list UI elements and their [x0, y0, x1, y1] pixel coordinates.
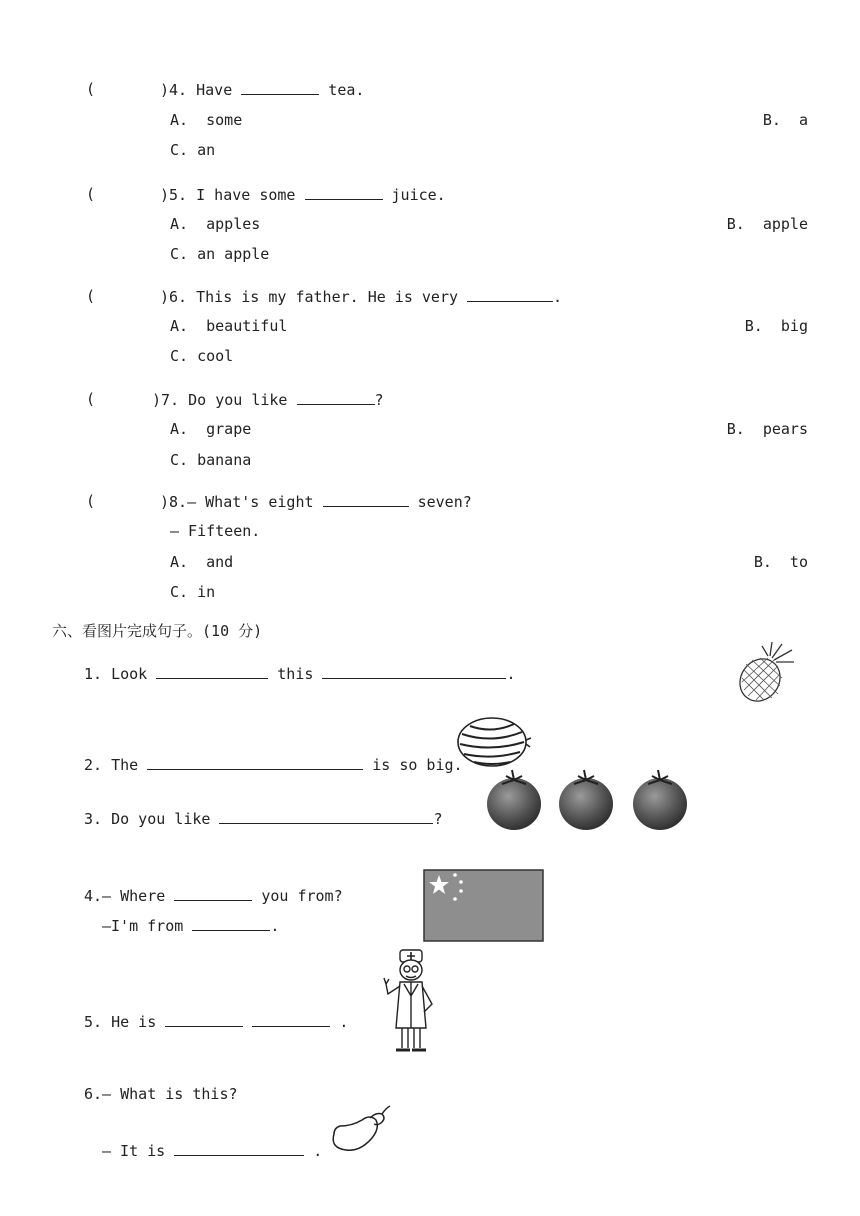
option-b: B. big: [744, 317, 808, 335]
question-text: you from?: [252, 887, 343, 905]
question-text: .: [506, 665, 516, 683]
answer-blank[interactable]: [165, 1012, 243, 1027]
answer-paren: (: [86, 492, 96, 510]
picture-question-2: [84, 755, 463, 774]
option-a: A. grape: [170, 420, 252, 438]
question-text-end: juice.: [382, 186, 446, 204]
question-text: 5. He is: [84, 1013, 157, 1031]
answer-paren: (: [86, 80, 96, 98]
question-text: 4.— Where: [84, 887, 166, 905]
question-text: )5. I have some: [160, 186, 296, 204]
answer-blank[interactable]: [305, 185, 383, 200]
answer-blank[interactable]: [147, 755, 363, 770]
question-text: .: [270, 917, 280, 935]
picture-question-6-line2: [102, 1141, 322, 1160]
question-text: 1. Look: [84, 665, 148, 683]
question-text: )6. This is my father. He is very: [160, 288, 459, 306]
question-text: )4. Have: [160, 81, 233, 99]
answer-blank[interactable]: [467, 287, 553, 302]
question-text: )8.— What's eight: [160, 493, 314, 511]
option-b: B. pears: [726, 420, 808, 438]
section-heading: 六、看图片完成句子。(10 分): [52, 622, 263, 640]
question-text: .: [304, 1142, 323, 1160]
option-c: C. in: [170, 583, 216, 601]
picture-question-3: [84, 809, 443, 828]
pineapple-icon: [732, 640, 796, 704]
answer-paren: (: [86, 287, 96, 305]
question-text: is so big.: [363, 756, 463, 774]
option-c: C. an apple: [170, 245, 270, 263]
china-flag-icon: [423, 869, 544, 942]
answer-blank[interactable]: [252, 1012, 330, 1027]
question-text: 3. Do you like: [84, 810, 211, 828]
option-b: B. to: [753, 553, 808, 571]
option-c: C. cool: [170, 347, 234, 365]
option-a: A. beautiful: [170, 317, 288, 335]
question-text-end: ?: [374, 391, 384, 409]
answer-blank[interactable]: [323, 492, 409, 507]
answer-blank[interactable]: [174, 886, 252, 901]
picture-question-1: [84, 664, 515, 683]
picture-question-4-line2: [102, 916, 279, 935]
option-a: A. apples: [170, 215, 261, 233]
tomato-icon: [484, 766, 692, 834]
option-c: C. banana: [170, 451, 252, 469]
answer-blank[interactable]: [174, 1141, 304, 1156]
option-c: C. an: [170, 141, 216, 159]
option-a: A. and: [170, 553, 234, 571]
option-b: B. apple: [726, 215, 808, 233]
watermelon-icon: [456, 714, 532, 770]
question-text-end: tea.: [319, 81, 365, 99]
doctor-icon: [378, 948, 442, 1060]
question-7: [152, 390, 384, 409]
option-a: A. some: [170, 111, 243, 129]
question-text-end: .: [553, 288, 563, 306]
question-text: — It is: [102, 1142, 166, 1160]
question-8: [160, 492, 472, 511]
answer-blank[interactable]: [322, 664, 506, 679]
answer-blank[interactable]: [297, 390, 375, 405]
question-text: —I'm from: [102, 917, 184, 935]
question-6: [160, 287, 562, 306]
picture-question-4: [84, 886, 343, 905]
eggplant-icon: [326, 1104, 394, 1154]
answer-blank[interactable]: [156, 664, 268, 679]
question-5: [160, 185, 446, 204]
question-8-answer-line: — Fifteen.: [170, 522, 261, 540]
question-text-end: seven?: [408, 493, 472, 511]
question-text: this: [268, 665, 314, 683]
question-4: [160, 80, 364, 99]
question-text: 2. The: [84, 756, 139, 774]
question-text: ?: [433, 810, 443, 828]
picture-question-6: 6.— What is this?: [84, 1085, 238, 1103]
answer-blank[interactable]: [219, 809, 433, 824]
answer-paren: (: [86, 185, 96, 203]
picture-question-5: [84, 1012, 348, 1031]
option-b: B. a: [762, 111, 808, 129]
answer-blank[interactable]: [192, 916, 270, 931]
question-text: .: [330, 1013, 349, 1031]
answer-paren: (: [86, 390, 96, 408]
question-text: )7. Do you like: [152, 391, 288, 409]
answer-blank[interactable]: [241, 80, 319, 95]
